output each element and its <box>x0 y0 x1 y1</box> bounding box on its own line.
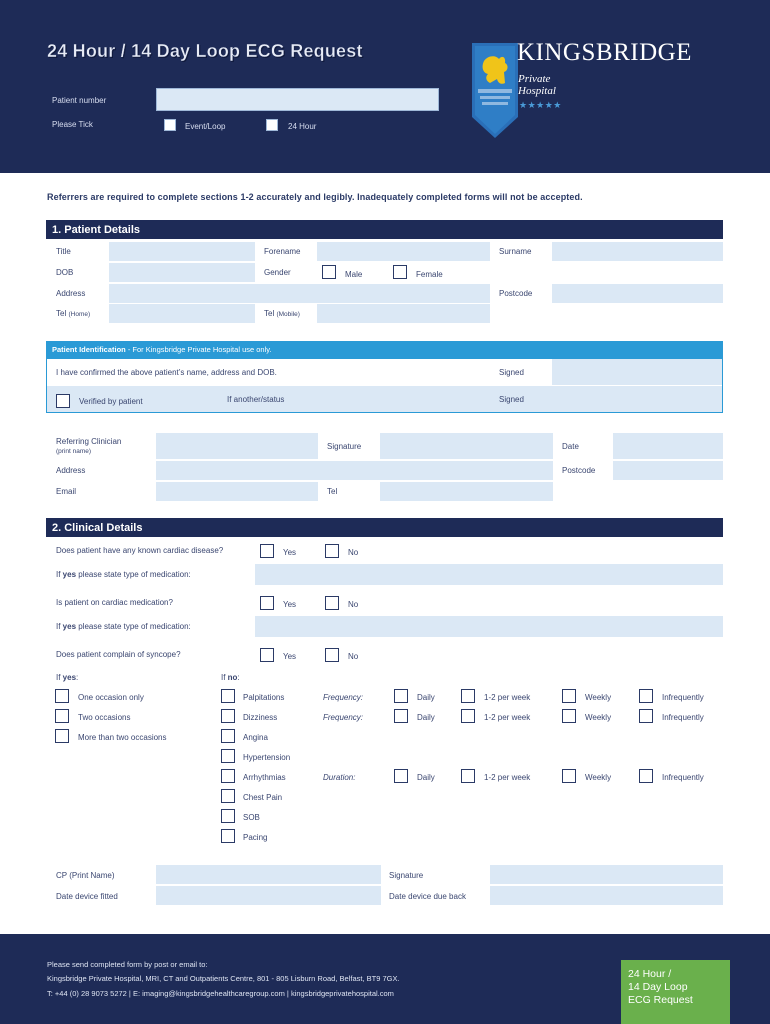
referrer-postcode-field[interactable] <box>613 461 723 480</box>
daily-checkbox[interactable] <box>394 689 408 703</box>
no-option-checkbox[interactable] <box>221 789 235 803</box>
per-week-checkbox[interactable] <box>461 709 475 723</box>
female-label: Female <box>416 270 443 279</box>
signed-field[interactable] <box>552 359 722 385</box>
frequency-label: Frequency: <box>323 713 364 722</box>
date-device-due-label: Date device due back <box>389 892 466 901</box>
no-option-label: Dizziness <box>243 713 278 722</box>
verified-by-patient-label: Verified by patient <box>79 397 143 406</box>
header-banner <box>0 0 770 173</box>
weekly-checkbox[interactable] <box>562 709 576 723</box>
forename-field[interactable] <box>317 242 490 261</box>
cp-signature-label: Signature <box>389 871 424 880</box>
title-label: Title <box>56 247 71 256</box>
referrer-date-field[interactable] <box>613 433 723 459</box>
yes-option-label: One occasion only <box>78 693 144 702</box>
weekly-label: Weekly <box>585 693 612 702</box>
male-label: Male <box>345 270 363 279</box>
no-option-checkbox[interactable] <box>221 689 235 703</box>
surname-field[interactable] <box>552 242 723 261</box>
referrer-tel-label: Tel <box>327 487 338 496</box>
referrer-postcode-label: Postcode <box>562 466 596 475</box>
per-week-checkbox[interactable] <box>461 769 475 783</box>
verified-by-patient-checkbox[interactable] <box>56 394 70 408</box>
no-option-label: Chest Pain <box>243 793 283 802</box>
referrer-address-label: Address <box>56 466 86 475</box>
referrer-email-label: Email <box>56 487 77 496</box>
postcode-label: Postcode <box>499 289 533 298</box>
badge-line-2: 14 Day Loop <box>628 981 688 993</box>
signed-2-label: Signed <box>499 395 524 404</box>
weekly-checkbox[interactable] <box>562 769 576 783</box>
no-option-checkbox[interactable] <box>221 709 235 723</box>
cardiac-medication-question: Is patient on cardiac medication? <box>56 598 173 607</box>
infrequently-label: Infrequently <box>662 773 704 782</box>
medication-1-label: If yes please state type of medication: <box>56 570 191 579</box>
per-week-checkbox[interactable] <box>461 689 475 703</box>
no-option-checkbox[interactable] <box>221 809 235 823</box>
if-no-heading: If no: <box>221 673 240 682</box>
24-hour-label: 24 Hour <box>288 122 317 131</box>
weekly-checkbox[interactable] <box>562 689 576 703</box>
address-field[interactable] <box>109 284 490 303</box>
badge-line-1: 24 Hour / <box>628 968 672 980</box>
referrer-signature-label: Signature <box>327 442 362 451</box>
syncope-no-label: No <box>348 652 359 661</box>
yes-option-checkbox[interactable] <box>55 689 69 703</box>
per-week-label: 1-2 per week <box>484 713 531 722</box>
cardiac-medication-no-checkbox[interactable] <box>325 596 339 610</box>
24-hour-checkbox[interactable] <box>266 119 278 131</box>
referrer-signature-field[interactable] <box>380 433 553 459</box>
medication-2-field[interactable] <box>255 616 723 637</box>
surname-label: Surname <box>499 247 532 256</box>
syncope-question: Does patient complain of syncope? <box>56 650 181 659</box>
cardiac-disease-no-label: No <box>348 548 359 557</box>
frequency-label: Frequency: <box>323 693 364 702</box>
gender-label: Gender <box>264 268 291 277</box>
infrequently-checkbox[interactable] <box>639 769 653 783</box>
no-option-label: Hypertension <box>243 753 291 762</box>
kingsbridge-shield-logo-icon <box>472 43 518 138</box>
logo-stars: ★★★★★ <box>519 100 562 110</box>
infrequently-label: Infrequently <box>662 693 704 702</box>
no-option-label: Pacing <box>243 833 268 842</box>
forename-label: Forename <box>264 247 301 256</box>
cp-print-name-field[interactable] <box>156 865 381 884</box>
no-option-label: Angina <box>243 733 268 742</box>
cardiac-medication-no-label: No <box>348 600 359 609</box>
logo-sub-hospital: Hospital <box>518 85 556 97</box>
patient-identification-header: Patient Identification - For Kingsbridge Private Hospital use only. <box>46 341 723 358</box>
daily-label: Daily <box>417 713 435 722</box>
logo-sub-private: Private <box>518 73 551 85</box>
daily-label: Daily <box>417 693 435 702</box>
tel-mobile-label: Tel (Mobile) <box>264 309 300 318</box>
form-title: 24 Hour / 14 Day Loop ECG Request <box>47 41 363 61</box>
cardiac-medication-yes-label: Yes <box>283 600 297 609</box>
referring-clinician-label: Referring Clinician <box>56 437 122 446</box>
tel-mobile-field[interactable] <box>317 304 490 323</box>
section-2-header: 2. Clinical Details <box>46 518 723 537</box>
cardiac-disease-question: Does patient have any known cardiac disease? <box>56 546 224 555</box>
referring-clinician-field[interactable] <box>156 433 318 459</box>
referrer-date-label: Date <box>562 442 579 451</box>
yes-option-checkbox[interactable] <box>55 729 69 743</box>
postcode-field[interactable] <box>552 284 723 303</box>
confirm-text: I have confirmed the above patient’s name, address and DOB. <box>56 368 277 377</box>
infrequently-checkbox[interactable] <box>639 689 653 703</box>
tel-home-label: Tel (Home) <box>56 309 91 318</box>
print-name-label: (print name) <box>56 448 92 455</box>
signed-label: Signed <box>499 368 524 377</box>
event-loop-checkbox[interactable] <box>164 119 176 131</box>
referrer-tel-field[interactable] <box>380 482 553 501</box>
patient-number-input[interactable] <box>156 88 439 111</box>
dob-field[interactable] <box>109 263 255 282</box>
logo-name: KINGSBRIDGE <box>517 39 692 66</box>
cardiac-medication-yes-checkbox[interactable] <box>260 596 274 610</box>
infrequently-label: Infrequently <box>662 713 704 722</box>
daily-checkbox[interactable] <box>394 769 408 783</box>
duration-label: Duration: <box>323 773 356 782</box>
cardiac-disease-yes-checkbox[interactable] <box>260 544 274 558</box>
please-tick-label: Please Tick <box>52 120 93 129</box>
date-device-fitted-label: Date device fitted <box>56 892 118 901</box>
no-option-checkbox[interactable] <box>221 769 235 783</box>
per-week-label: 1-2 per week <box>484 693 531 702</box>
patient-number-label: Patient number <box>52 96 107 105</box>
no-option-checkbox[interactable] <box>221 829 235 843</box>
another-status-field[interactable] <box>304 386 490 412</box>
badge-line-3: ECG Request <box>628 994 693 1006</box>
yes-option-label: Two occasions <box>78 713 131 722</box>
no-option-label: SOB <box>243 813 260 822</box>
another-status-label: If another/status <box>227 395 285 404</box>
yes-option-checkbox[interactable] <box>55 709 69 723</box>
syncope-no-checkbox[interactable] <box>325 648 339 662</box>
medication-2-label: If yes please state type of medication: <box>56 622 191 631</box>
date-device-due-field[interactable] <box>490 886 723 905</box>
intro-instructions: Referrers are required to complete sections 1-2 accurately and legibly. Inadequately completed forms will not be accepted. <box>47 192 583 202</box>
cp-print-name-label: CP (Print Name) <box>56 871 115 880</box>
if-yes-heading: If yes: <box>56 673 79 682</box>
cardiac-disease-yes-label: Yes <box>283 548 297 557</box>
weekly-label: Weekly <box>585 773 612 782</box>
tel-home-field[interactable] <box>109 304 255 323</box>
no-option-checkbox[interactable] <box>221 729 235 743</box>
male-checkbox[interactable] <box>322 265 336 279</box>
no-option-checkbox[interactable] <box>221 749 235 763</box>
yes-option-label: More than two occasions <box>78 733 167 742</box>
per-week-label: 1-2 per week <box>484 773 531 782</box>
title-field[interactable] <box>109 242 255 261</box>
address-label: Address <box>56 289 86 298</box>
no-option-label: Palpitations <box>243 693 285 702</box>
syncope-yes-checkbox[interactable] <box>260 648 274 662</box>
daily-checkbox[interactable] <box>394 709 408 723</box>
cp-signature-field[interactable] <box>490 865 723 884</box>
syncope-yes-label: Yes <box>283 652 297 661</box>
date-device-fitted-field[interactable] <box>156 886 381 905</box>
footer-line-1: Please send completed form by post or email to: <box>47 960 208 969</box>
cardiac-disease-no-checkbox[interactable] <box>325 544 339 558</box>
weekly-label: Weekly <box>585 713 612 722</box>
dob-label: DOB <box>56 268 74 277</box>
infrequently-checkbox[interactable] <box>639 709 653 723</box>
referrer-email-field[interactable] <box>156 482 318 501</box>
footer-line-3: T: +44 (0) 28 9073 5272 | E: imaging@kingsbridgehealthcaregroup.com | kingsbridgeprivatehospital.com <box>47 989 394 998</box>
event-loop-label: Event/Loop <box>185 122 226 131</box>
section-1-header: 1. Patient Details <box>46 220 723 239</box>
referrer-address-field[interactable] <box>156 461 553 480</box>
form-badge <box>621 960 730 1024</box>
daily-label: Daily <box>417 773 435 782</box>
signed-2-field[interactable] <box>552 386 722 412</box>
medication-1-field[interactable] <box>255 564 723 585</box>
female-checkbox[interactable] <box>393 265 407 279</box>
footer-line-2: Kingsbridge Private Hospital, MRI, CT and Outpatients Centre, 801 - 805 Lisburn Road, Belfast, BT9 7GX. <box>47 974 400 983</box>
no-option-label: Arrhythmias <box>243 773 286 782</box>
